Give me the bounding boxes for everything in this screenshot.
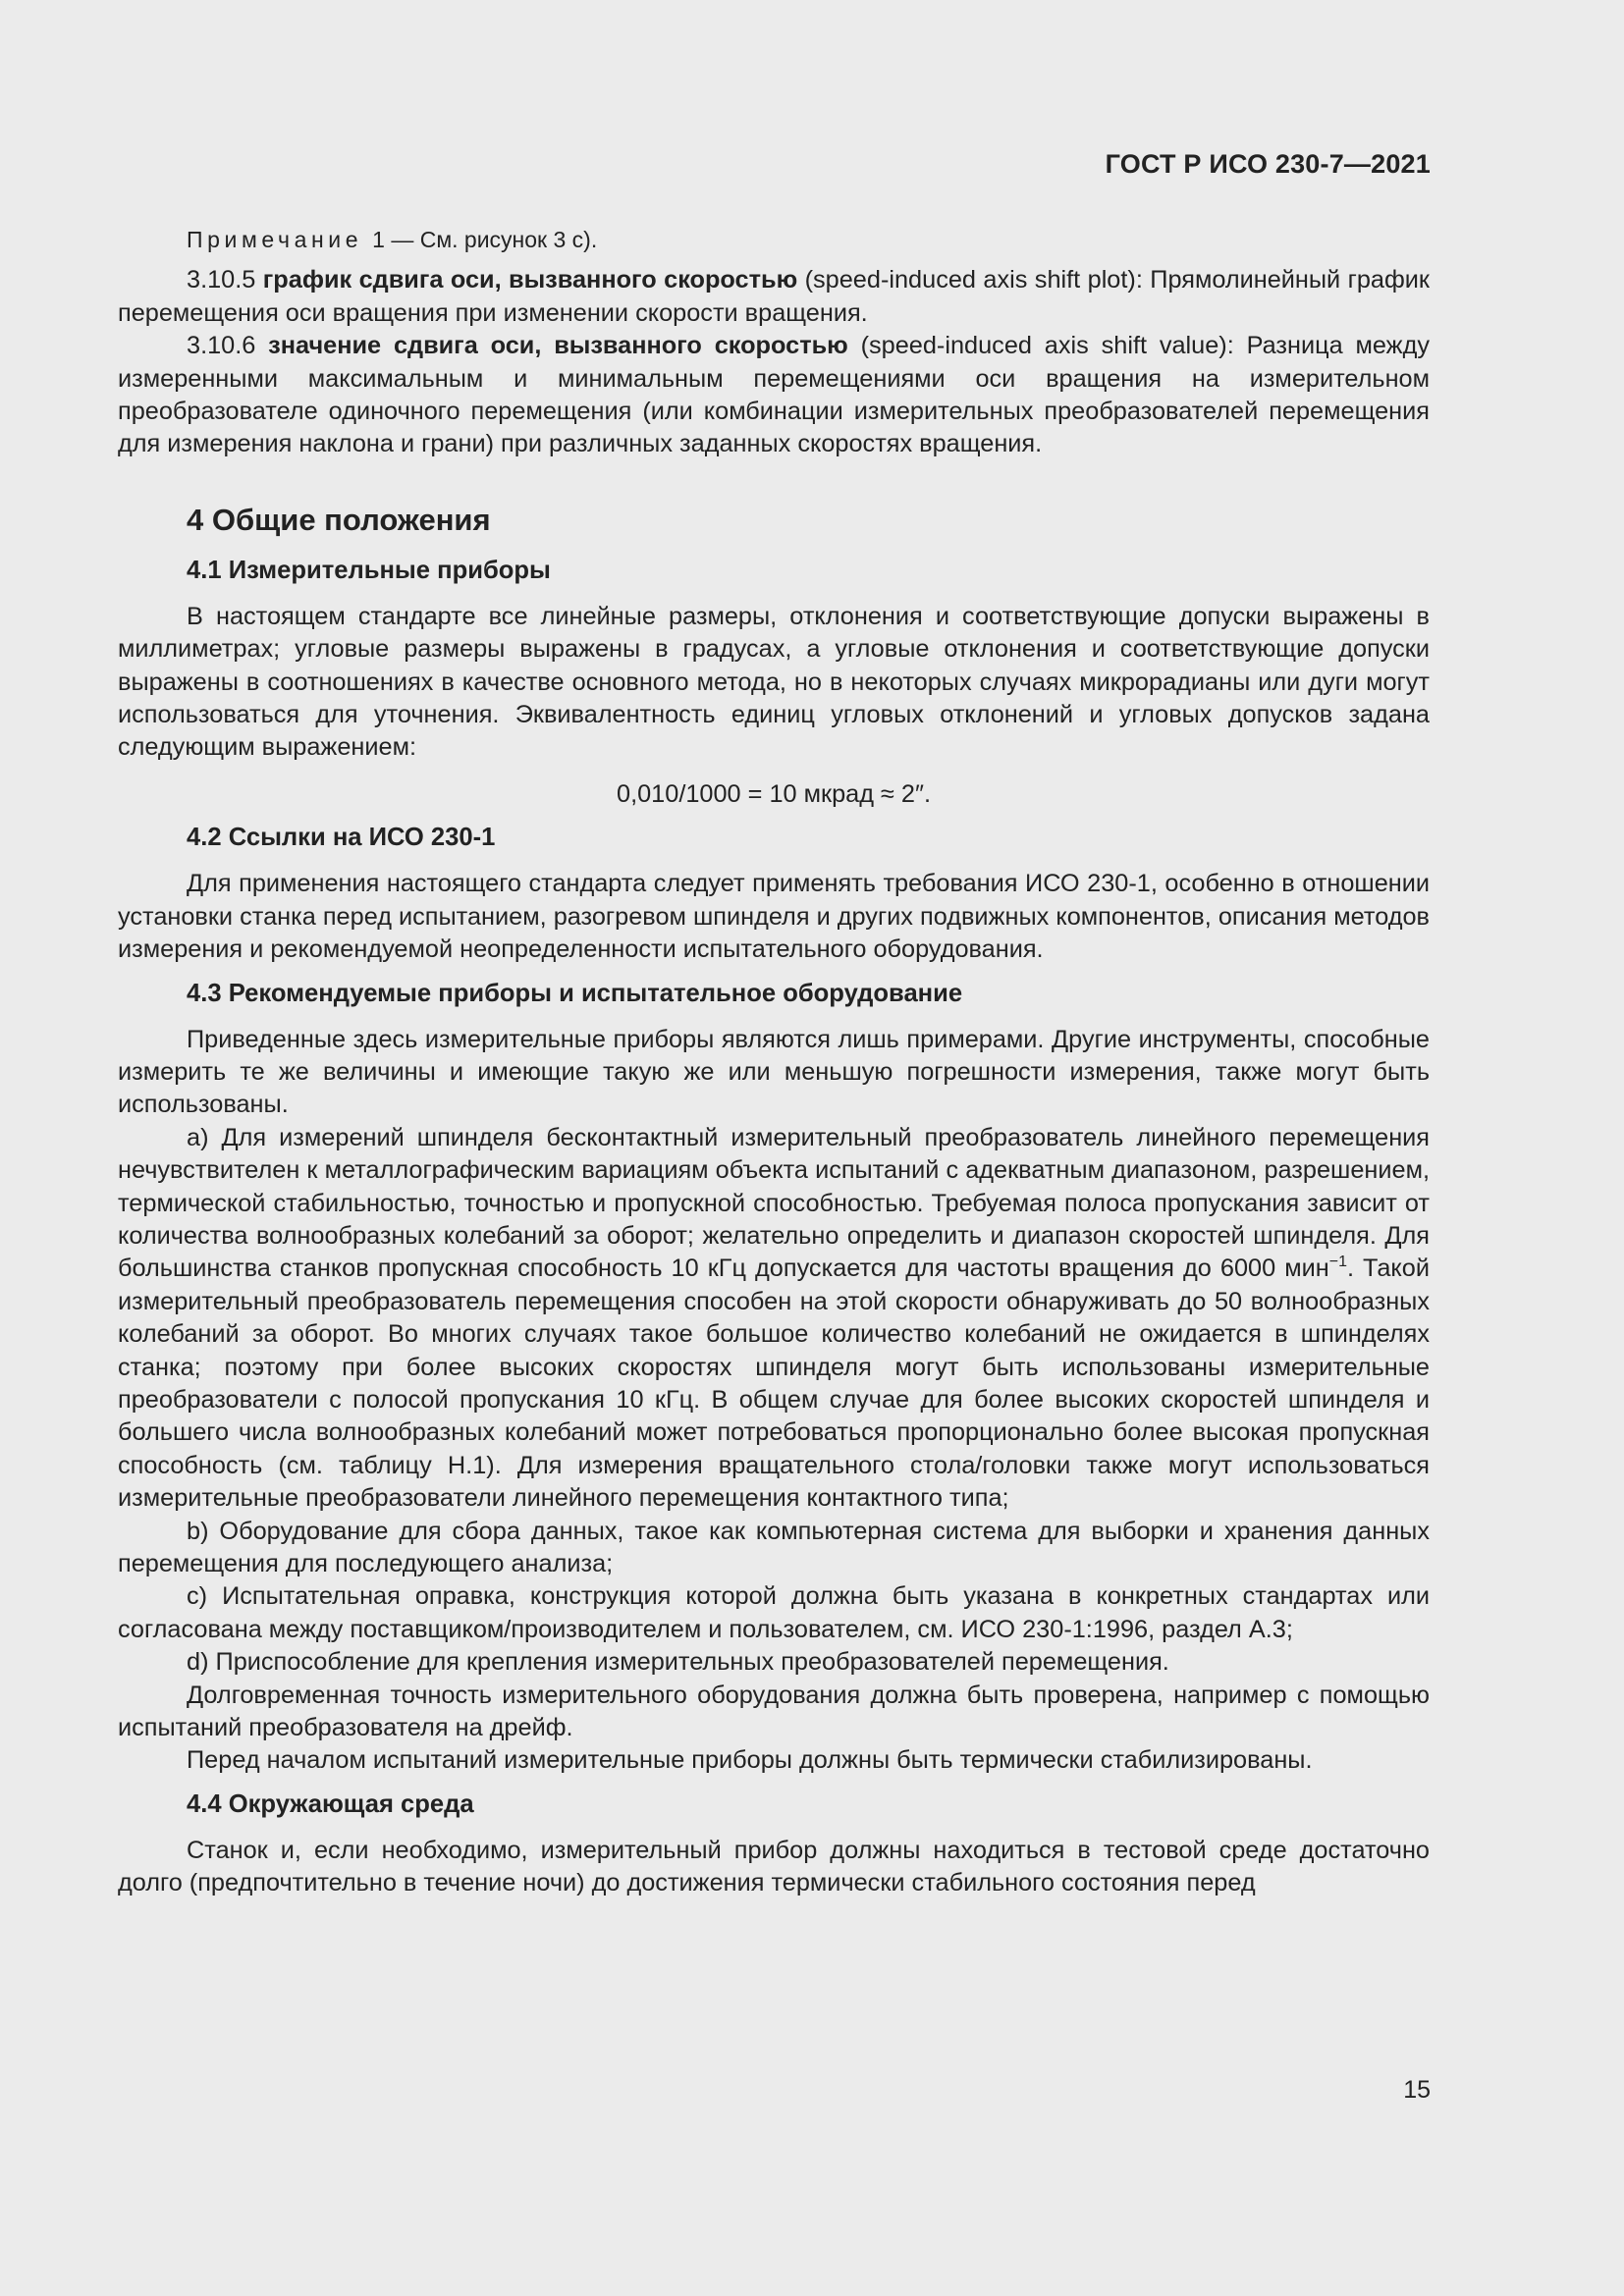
section-4-3-intro: Приведенные здесь измерительные приборы являются лишь примерами. Другие инструменты, способные измерить те же величины и имеющие такую же или меньшую погрешности измерения, также могут быть использованы. (118, 1025, 1430, 1119)
section-4-2-title: 4.2 Ссылки на ИСО 230-1 (187, 824, 496, 852)
section-4-3-title: 4.3 Рекомендуемые приборы и испытательное оборудование (187, 979, 963, 1007)
note-paragraph (118, 224, 1430, 256)
definition-text: (speed-induced axis shift value): Разница между измеренными максимальным и минимальным перемещениями оси вращения на измерительном преобразователе одиночного перемещения (или комбинации измерительных преобразователей перемещения для измерения наклона и грани) при различных заданных скоростях вращения. (118, 332, 1430, 458)
note-label: Примечание (187, 227, 363, 252)
definition-text: (speed-induced axis shift plot): Прямолинейный график перемещения оси вращения при изменении скорости вращения. (118, 266, 1430, 327)
list-item-b: b) Оборудование для сбора данных, такое как компьютерная система для выборки и хранения данных перемещения для последующего анализа; (118, 1517, 1430, 1577)
list-item-a-text-2: . Такой измерительный преобразователь перемещения способен на этой скорости обнаруживать до 50 волнообразных колебаний за оборот. Во многих случаях такое большое количество колебаний не ожидается в шпинделях станка; поэтому при более высоких скоростях шпинделя могут быть использованы измерительные преобразователи с полосой пропускания 10 кГц. В общем случае для более высоких скоростей шпинделя и большего числа волнообразных колебаний может потребоваться пропорционально более высокая пропускная способность (см. таблицу Н.1). Для измерения вращательного стола/головки также могут использоваться измерительные преобразователи линейного перемещения контактного типа; (118, 1255, 1430, 1513)
definition-term: график сдвига оси, вызванного скоростью (262, 266, 798, 294)
section-4-1-paragraph: В настоящем стандарте все линейные размеры, отклонения и соответствующие допуски выражены в миллиметрах; угловые размеры выражены в градусах, а угловые отклонения и соответствующие допуски выражены в соотношениях в качестве основного метода, но в некоторых случаях микрорадианы или дуги могут использоваться для уточнения. Эквивалентность единиц угловых отклонений и угловых допусков задана следующим выражением: (118, 602, 1430, 762)
definition-3-10-6 (118, 330, 1430, 461)
definition-number: 3.10.6 (187, 332, 256, 360)
list-item-c: c) Испытательная оправка, конструкция которой должна быть указана в конкретных стандартах или согласована между поставщиком/производителем и пользователем, см. ИСО 230-1:1996, раздел А.3; (118, 1582, 1430, 1643)
formula: 0,010/1000 = 10 мкрад ≈ 2″. (617, 779, 931, 808)
section-4-4-paragraph: Станок и, если необходимо, измерительный прибор должны находиться в тестовой среде достаточно долго (предпочтительно в течение ночи) до достижения термически стабильного состояния перед (118, 1836, 1430, 1897)
section-4-2-paragraph: Для применения настоящего стандарта следует применять требования ИСО 230-1, особенно в отношении установки станка перед испытанием, разогревом шпинделя и других подвижных компонентов, описания методов измерения и рекомендуемой неопределенности испытательного оборудования. (118, 870, 1430, 964)
section-4-3-paragraph-2: Долговременная точность измерительного оборудования должна быть проверена, например с помощью испытаний преобразователя на дрейф. (118, 1681, 1430, 1742)
section-4-3-paragraph-3: Перед началом испытаний измерительные приборы должны быть термически стабилизированы. (187, 1746, 1313, 1775)
definition-term: значение сдвига оси, вызванного скоростью (268, 332, 848, 360)
document-body (118, 224, 1430, 1900)
exponent: −1 (1328, 1254, 1347, 1271)
note-text: 1 — См. рисунок 3 с). (372, 227, 598, 252)
page-number: 15 (1403, 2076, 1431, 2104)
list-item-a (118, 1122, 1430, 1516)
section-4-4-title: 4.4 Окружающая среда (187, 1789, 474, 1818)
list-item-d: d) Приспособление для крепления измерительных преобразователей перемещения. (187, 1648, 1169, 1677)
definition-number: 3.10.5 (187, 266, 256, 294)
section-4-title: 4 Общие положения (187, 502, 491, 537)
list-item-a-text-1: a) Для измерений шпинделя бесконтактный измерительный преобразователь линейного перемещения нечувствителен к металлографическим вариациям объекта испытаний с адекватным диапазоном, разрешением, термической стабильностью, точностью и пропускной способностью. Требуемая полоса пропускания зависит от количества волнообразных колебаний за оборот; желательно определить и диапазон скоростей шпинделя. Для большинства станков пропускная способность 10 кГц допускается для частоты вращения до 6000 мин (118, 1123, 1430, 1283)
document-code-header: ГОСТ Р ИСО 230-7—2021 (1105, 149, 1431, 179)
section-4-1-title: 4.1 Измерительные приборы (187, 556, 551, 584)
definition-3-10-5 (118, 264, 1430, 330)
